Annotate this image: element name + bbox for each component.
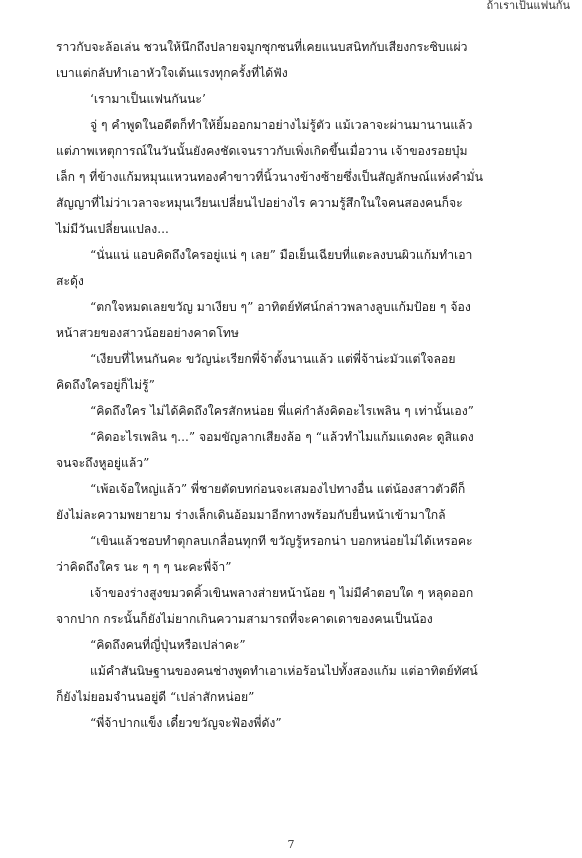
text-line: “คิดถึงคนที่ญี่ปุ่นหรือเปล่าคะ” (90, 638, 246, 652)
running-header: ถ้าเราเป็นแฟนกัน (486, 0, 570, 12)
text-line: “คิดถึงใคร ไม่ได้คิดถึงใครสักหน่อย พี่แค่กำลังคิดอะไรเพลิน ๆ เท่านั้นเอง” (90, 404, 474, 418)
text-line: จากปาก กระนั้นก็ยังไม่ยากเกินความสามารถที่จะคาดเดาของคนเป็นน้อง (56, 612, 433, 626)
text-line: ยังไม่ละความพยายาม ร่างเล็กเดินอ้อมมาอีกทางพร้อมกับยื่นหน้าเข้ามาใกล้ (56, 508, 446, 522)
text-line: “คิดอะไรเพลิน ๆ...” จอมขัญลากเสียงล้อ ๆ “แล้วทำไมแก้มแดงคะ ดูสิแดง (90, 430, 474, 444)
text-line: ราวกับจะล้อเล่น ชวนให้นึกถึงปลายจมูกซุกซนที่เคยแนบสนิทกับเสียงกระซิบแผ่ว (56, 40, 468, 54)
text-line: “เพ้อเจ้อใหญ่แล้ว” พี่ชายตัดบทก่อนจะเสมองไปทางอื่น แต่น้องสาวตัวดีก็ (90, 482, 466, 496)
text-line: สะดุ้ง (56, 274, 84, 288)
text-line: ‘เรามาเป็นแฟนกันนะ’ (90, 92, 206, 106)
text-line: “เงียบที่ไหนกันคะ ขวัญน่ะเรียกพี่จ้าตั้งนานแล้ว แต่พี่จ้าน่ะมัวแต่ใจลอย (90, 352, 456, 366)
text-line: “เขินแล้วชอบทำตุกลบเกลื่อนทุกที ขวัญรู้หรอกน่า บอกหน่อยไม่ได้เหรอคะ (90, 534, 473, 548)
page-number: 7 (287, 838, 295, 851)
text-line: คิดถึงใครอยู่ก็ไม่รู้” (56, 378, 155, 392)
text-line: “พี่จ้าปากแข็ง เดี๋ยวขวัญจะฟ้องพี่ดัง” (90, 716, 282, 730)
text-line: จู่ ๆ คำพูดในอดีตก็ทำให้ยิ้มออกมาอย่างไม่รู้ตัว แม้เวลาจะผ่านมานานแล้ว (90, 118, 473, 132)
body-text (56, 34, 526, 736)
text-line: ก็ยังไม่ยอมจำนนอยู่ดี “เปล่าสักหน่อย” (56, 690, 255, 704)
text-line: ไม่มีวันเปลี่ยนแปลง... (56, 222, 169, 236)
text-line: เล็ก ๆ ที่ข้างแก้มหมุนแหวนทองคำขาวที่นิ้วนางข้างซ้ายซึ่งเป็นสัญลักษณ์แห่งคำมั่น (56, 170, 483, 184)
text-line: เจ้าของร่างสูงขมวดคิ้วเขินพลางส่ายหน้าน้อย ๆ ไม่มีคำตอบใด ๆ หลุดออก (90, 586, 474, 600)
text-line: ว่าคิดถึงใคร นะ ๆ ๆ ๆ นะคะพี่จ้า” (56, 560, 232, 574)
text-line: แต่ภาพเหตุการณ์ในวันนั้นยังคงชัดเจนราวกับเพิ่งเกิดขึ้นเมื่อวาน เจ้าของรอยบุ๋ม (56, 144, 468, 158)
text-line: “ตกใจหมดเลยขวัญ มาเงียบ ๆ” อาทิตย์ทัศน์กล่าวพลางลูบแก้มป้อย ๆ จ้อง (90, 300, 471, 314)
text-line: “นั่นแน่ แอบคิดถึงใครอยู่แน่ ๆ เลย” มือเย็นเฉียบที่แตะลงบนผิวแก้มทำเอา (90, 248, 473, 262)
text-line: จนจะถึงหูอยู่แล้ว” (56, 456, 150, 470)
text-line: สัญญาที่ไม่ว่าเวลาจะหมุนเวียนเปลี่ยนไปอย่างไร ความรู้สึกในใจคนสองคนก็จะ (56, 196, 463, 210)
text-line: แม้คำสันนิษฐานของคนช่างพูดทำเอาเห่อร้อนไปทั้งสองแก้ม แต่อาทิตย์ทัศน์ (90, 664, 478, 678)
text-line: เบาแต่กลับทำเอาหัวใจเต้นแรงทุกครั้งที่ได้ฟัง (56, 66, 288, 80)
text-line: หน้าสวยของสาวน้อยอย่างคาดโทษ (56, 326, 239, 340)
